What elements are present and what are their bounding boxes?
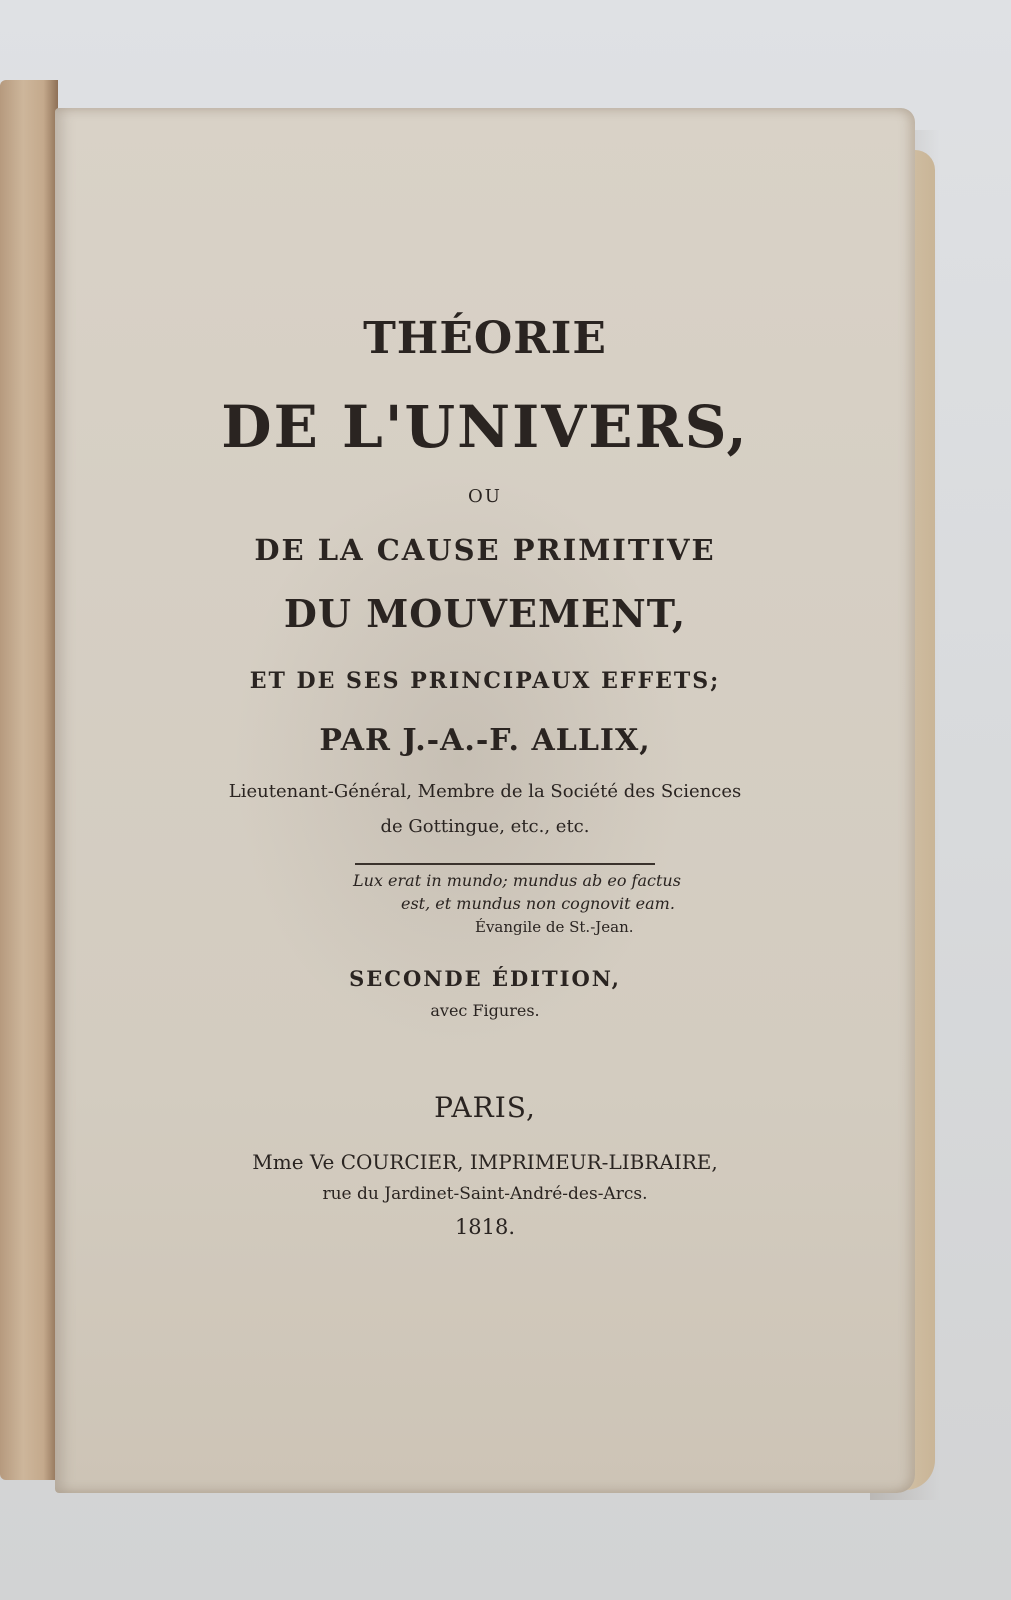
edition-note: avec Figures. [430,1001,540,1020]
epigraph-rule [355,863,655,865]
book-cover-edge [0,80,58,1480]
imprint-publisher: Mme Ve COURCIER, IMPRIMEUR-LIBRAIRE, [252,1150,718,1174]
author-role-line1: Lieutenant-Général, Membre de la Société des Sciences [228,781,742,802]
subtitle-line1: DE LA CAUSE PRIMITIVE [254,533,716,567]
author-role-line2: de Gottingue, etc., etc. [380,816,590,837]
book-title-line1: THÉORIE [363,313,607,364]
title-conjunction: OU [468,486,502,507]
title-page [55,108,915,1493]
epigraph-source: Évangile de St.-Jean. [475,918,634,936]
subtitle-line3: ET DE SES PRINCIPAUX EFFETS; [249,668,721,694]
imprint-address: rue du Jardinet-Saint-André-des-Arcs. [322,1184,648,1204]
epigraph-line1: Lux erat in mundo; mundus ab eo factus [353,871,681,890]
imprint-city: PARIS, [434,1091,536,1124]
book-title-line2: DE L'UNIVERS, [221,393,749,461]
edition-line: SECONDE ÉDITION, [349,966,621,991]
author-line: PAR J.-A.-F. ALLIX, [319,723,651,758]
imprint-year: 1818. [454,1215,516,1239]
subtitle-line2: DU MOUVEMENT, [283,591,687,636]
epigraph-line2: est, et mundus non cognovit eam. [401,894,675,913]
